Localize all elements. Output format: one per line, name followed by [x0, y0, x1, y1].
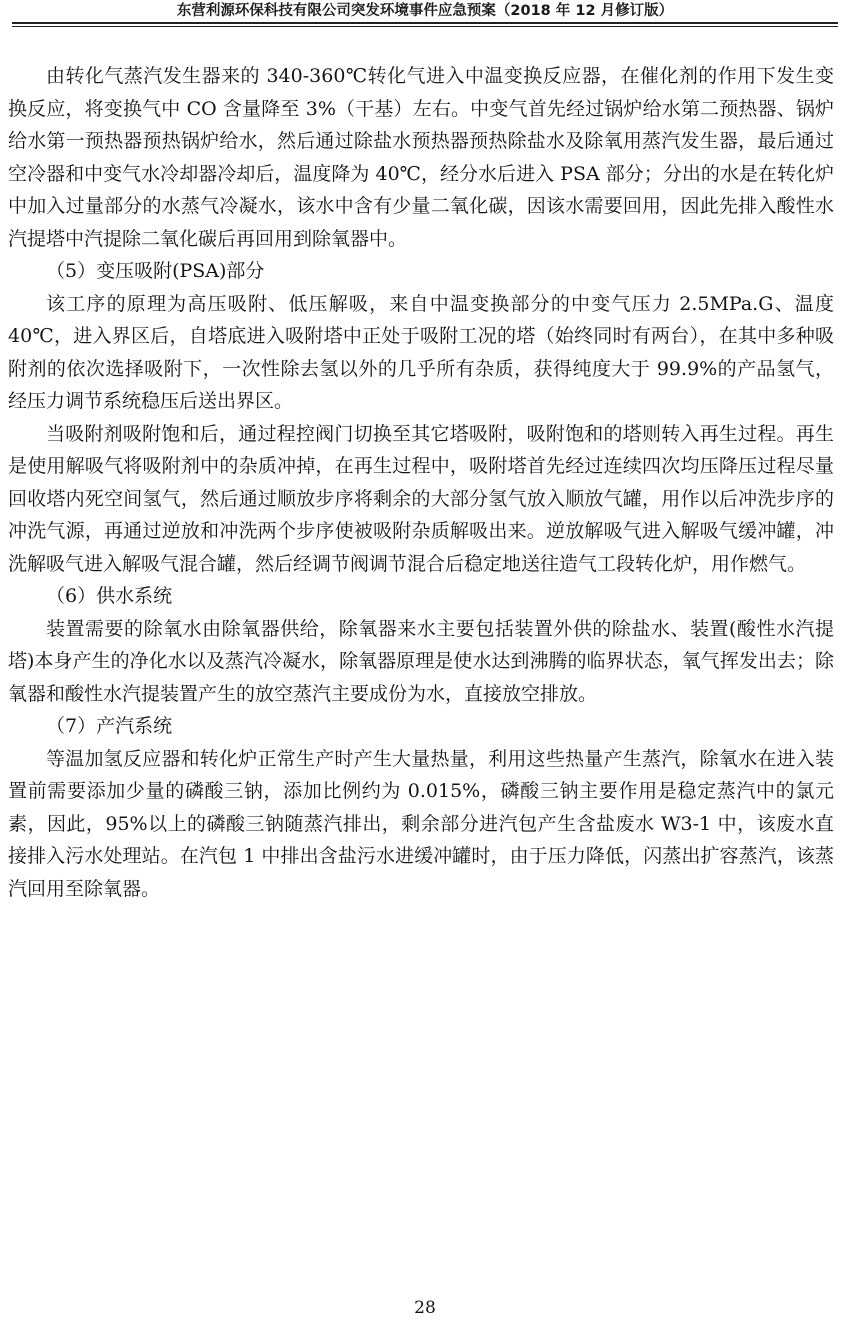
paragraph-psa-principle: 该工序的原理为高压吸附、低压解吸，来自中温变换部分的中变气压力 2.5MPa.G、温度 40℃，进入界区后，自塔底进入吸附塔中正处于吸附工况的塔（始终同时有两台），在其中多种吸附剂的依次选择吸附下，一次性除去氢以外的几乎所有杂质，获得纯度大于 99.9%的产品氢气，经压力调节系统稳压后送出界区。 [8, 292, 834, 412]
section-heading-steam-system: （7）产汽系统 [46, 715, 173, 737]
paragraph-steam-system: 等温加氢反应器和转化炉正常生产时产生大量热量，利用这些热量产生蒸汽，除氧水在进入装置前需要添加少量的磷酸三钠，添加比例约为 0.015%，磷酸三钠主要作用是稳定蒸汽中的氯元素，因此，95%以上的磷酸三钠随蒸汽排出，剩余部分进汽包产生含盐废水 W3-1 中，该废水直接排入污水处理站。在汽包 1 中排出含盐污水进缓冲罐时，由于压力降低，闪蒸出扩容蒸汽，该蒸汽回用至除氧器。 [8, 747, 834, 900]
document-body [8, 60, 834, 905]
header-rule-bottom [12, 26, 838, 27]
header-rule-top [12, 22, 838, 24]
paragraph-water-supply: 装置需要的除氧水由除氧器供给，除氧器来水主要包括装置外供的除盐水、装置(酸性水汽提塔)本身产生的净化水以及蒸汽冷凝水，除氧器原理是使水达到沸腾的临界状态，氧气挥发出去；除氧器和酸性水汽提装置产生的放空蒸汽主要成份为水，直接放空排放。 [8, 617, 834, 705]
section-heading-psa: （5）变压吸附(PSA)部分 [46, 260, 265, 282]
paragraph-psa-regeneration: 当吸附剂吸附饱和后，通过程控阀门切换至其它塔吸附，吸附饱和的塔则转入再生过程。再生是使用解吸气将吸附剂中的杂质冲掉，在再生过程中，吸附塔首先经过连续四次均压降压过程尽量回收塔内死空间氢气，然后通过顺放步序将剩余的大部分氢气放入顺放气罐，用作以后冲洗步序的冲洗气源，再通过逆放和冲洗两个步序使被吸附杂质解吸出来。逆放解吸气进入解吸气缓冲罐，冲洗解吸气进入解吸气混合罐，然后经调节阀调节混合后稳定地送往造气工段转化炉，用作燃气。 [8, 422, 834, 575]
header-title: 东营利源环保科技有限公司突发环境事件应急预案（2018 年 12 月修订版） [176, 3, 674, 19]
paragraph-shift-conversion: 由转化气蒸汽发生器来的 340-360℃转化气进入中温变换反应器，在催化剂的作用下发生变换反应，将变换气中 CO 含量降至 3%（干基）左右。中变气首先经过锅炉给水第二预热器、锅炉给水第一预热器预热锅炉给水，然后通过除盐水预热器预热除盐水及除氧用蒸汽发生器，最后通过空冷器和中变气水冷却器冷却后，温度降为 40℃，经分水后进入 PSA 部分；分出的水是在转化炉中加入过量部分的水蒸气冷凝水，该水中含有少量二氧化碳，因该水需要回用，因此先排入酸性水汽提塔中汽提除二氧化碳后再回用到除氧器中。 [8, 65, 834, 250]
page-number: 28 [414, 1298, 436, 1318]
section-heading-water-supply: （6）供水系统 [46, 585, 173, 607]
